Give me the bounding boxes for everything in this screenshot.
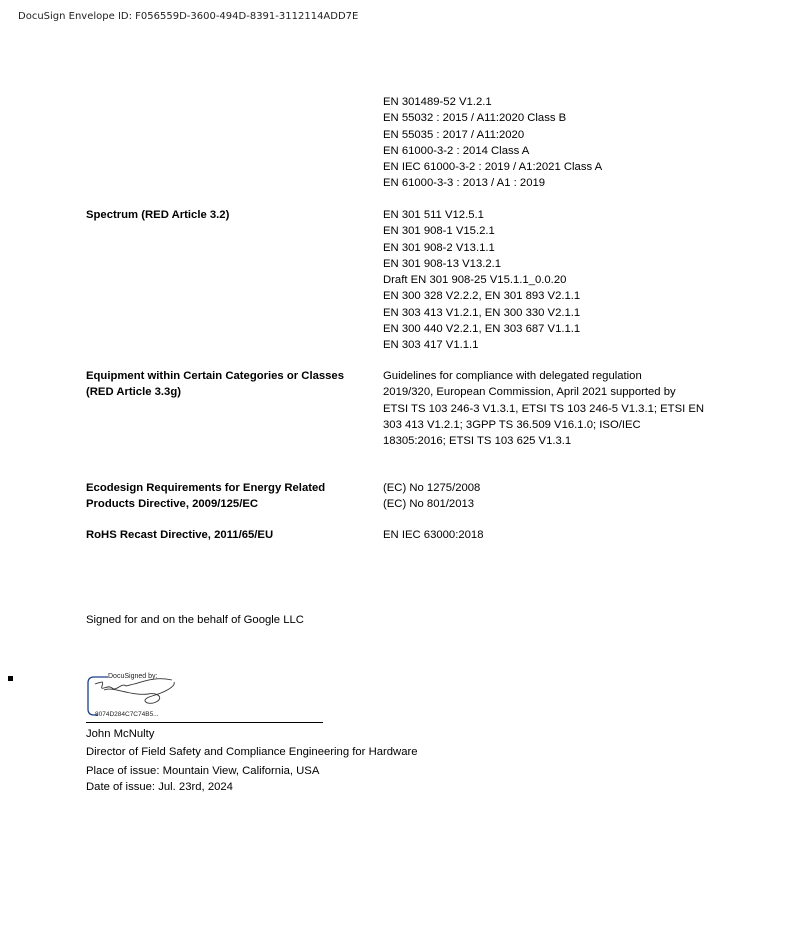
ecodesign-standards-list: [383, 480, 480, 513]
date-of-issue: Date of issue: Jul. 23rd, 2024: [86, 781, 233, 793]
emc-standard: EN 61000-3-3 : 2013 / A1 : 2019: [383, 177, 546, 190]
spectrum-standard: EN 300 440 V2.2.1, EN 303 687 V1.1.1: [383, 323, 581, 336]
docusign-envelope-id: DocuSign Envelope ID: F056559D-3600-494D-8391-3112114ADD7E: [18, 11, 359, 22]
emc-standard: EN IEC 61000-3-2 : 2019 / A1:2021 Class A: [383, 161, 603, 174]
spectrum-standard: EN 301 511 V12.5.1: [383, 209, 484, 221]
spectrum-standard: EN 303 417 V1.1.1: [383, 339, 479, 352]
signature-id: 8074D284C7C74B5...: [95, 711, 159, 718]
equipment-text-line: 303 413 V1.2.1; 3GPP TS 36.509 V16.1.0; ISO/IEC: [383, 418, 641, 431]
signed-for-text: Signed for and on the behalf of Google LLC: [86, 614, 304, 626]
rohs-label: RoHS Recast Directive, 2011/65/EU: [86, 529, 274, 541]
equipment-label: [86, 368, 344, 401]
emc-standard: EN 55035 : 2017 / A11:2020: [383, 128, 525, 141]
rohs-standard: [383, 527, 484, 543]
spectrum-standard: EN 301 908-13 V13.2.1: [383, 257, 502, 270]
ecodesign-label-line: Ecodesign Requirements for Energy Related: [86, 482, 326, 494]
ecodesign-standard: (EC) No 1275/2008: [383, 482, 481, 494]
spectrum-standard: Draft EN 301 908-25 V15.1.1_0.0.20: [383, 274, 567, 287]
spectrum-standard: EN 301 908-1 V15.2.1: [383, 225, 495, 238]
emc-standard: EN 301489-52 V1.2.1: [383, 96, 492, 108]
emc-standard: EN 61000-3-2 : 2014 Class A: [383, 144, 530, 157]
spectrum-standard: EN 300 328 V2.2.2, EN 301 893 V2.1.1: [383, 290, 581, 303]
spectrum-standard: EN 303 413 V1.2.1, EN 300 330 V2.1.1: [383, 306, 581, 319]
docusigned-by-label: DocuSigned by:: [108, 673, 158, 680]
equipment-label-line: (RED Article 3.3g): [86, 386, 181, 399]
equipment-text-line: Guidelines for compliance with delegated regulation: [383, 370, 642, 382]
place-of-issue: Place of issue: Mountain View, California, USA: [86, 765, 320, 777]
docusign-signature-block: [86, 672, 326, 724]
ecodesign-label-line: Products Directive, 2009/125/EC: [86, 498, 259, 511]
equipment-text-line: 18305:2016; ETSI TS 103 625 V1.3.1: [383, 435, 572, 448]
signer-name: John McNulty: [86, 728, 155, 740]
rohs-standard-value: EN IEC 63000:2018: [383, 529, 484, 541]
equipment-text-line: 2019/320, European Commission, April 2021 supported by: [383, 386, 676, 399]
spectrum-standards-list: [383, 207, 580, 354]
spectrum-label: Spectrum (RED Article 3.2): [86, 209, 230, 221]
ecodesign-label: [86, 480, 325, 513]
signer-title: Director of Field Safety and Compliance Engineering for Hardware: [86, 746, 418, 758]
equipment-text-line: ETSI TS 103 246-3 V1.3.1, ETSI TS 103 246-5 V1.3.1; ETSI EN: [383, 402, 705, 415]
signature-line: [86, 722, 323, 723]
emc-standard: EN 55032 : 2015 / A11:2020 Class B: [383, 112, 567, 125]
spectrum-standard: EN 301 908-2 V13.1.1: [383, 241, 495, 254]
emc-standards-list: [383, 94, 602, 192]
equipment-text: [383, 368, 704, 449]
bullet-marker: [8, 676, 13, 681]
equipment-label-line: Equipment within Certain Categories or Classes: [86, 370, 345, 382]
ecodesign-standard: (EC) No 801/2013: [383, 498, 475, 511]
